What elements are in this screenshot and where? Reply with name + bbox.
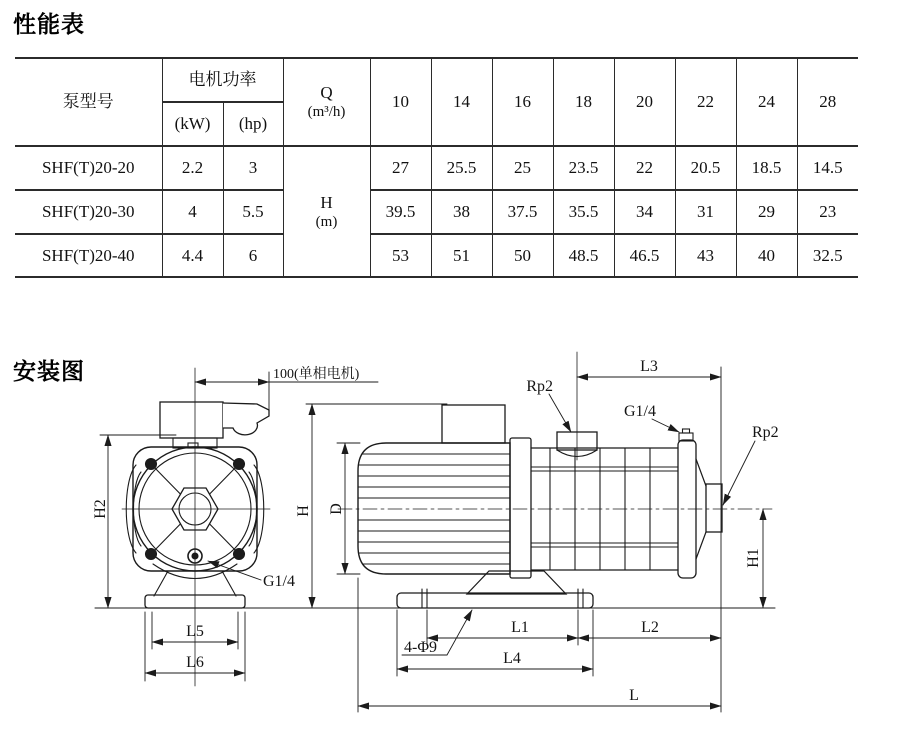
- td-head-value: 48.5: [553, 234, 614, 277]
- td-head-value: 14.5: [797, 146, 858, 190]
- td-head-value: 39.5: [370, 190, 431, 234]
- dim-label-rp2-top: Rp2: [526, 378, 553, 395]
- bolt-icon: [234, 459, 245, 470]
- td-kw: 4: [162, 190, 223, 234]
- th-kw: (kW): [162, 102, 223, 146]
- performance-table-title: 性能表: [13, 11, 85, 37]
- th-flow-value: 16: [492, 58, 553, 146]
- td-head-value: 38: [431, 190, 492, 234]
- dim-label-h2: H2: [92, 499, 109, 519]
- th-flow-value: 20: [614, 58, 675, 146]
- td-head-value: 18.5: [736, 146, 797, 190]
- td-head-value: 40: [736, 234, 797, 277]
- td-head-value: 25: [492, 146, 553, 190]
- dim-label-l6: L6: [186, 654, 204, 671]
- td-model: SHF(T)20-20: [15, 146, 162, 190]
- td-head-value: 53: [370, 234, 431, 277]
- terminal-box-side: [442, 405, 505, 443]
- th-flow-unit: (m³/h): [307, 104, 346, 121]
- dim-label-h: H: [295, 505, 312, 517]
- td-head-value: 37.5: [492, 190, 553, 234]
- td-head-value: 31: [675, 190, 736, 234]
- dim-label-l: L: [629, 687, 639, 704]
- td-head-value: 46.5: [614, 234, 675, 277]
- dim-label-l5: L5: [186, 623, 204, 640]
- td-head-value: 35.5: [553, 190, 614, 234]
- th-flow-value: 22: [675, 58, 736, 146]
- td-hp: 5.5: [223, 190, 283, 234]
- td-head-value: 43: [675, 234, 736, 277]
- td-head-value: 34: [614, 190, 675, 234]
- td-head-value: 27: [370, 146, 431, 190]
- dim-label-mounting-holes: 4-Φ9: [404, 639, 438, 656]
- bolt-icon: [146, 549, 157, 560]
- dim-label-g14-front: G1/4: [263, 573, 295, 590]
- dim-label-100-single-phase: 100(单相电机): [273, 367, 360, 382]
- dim-label-h1: H1: [745, 548, 762, 568]
- td-head-value: 50: [492, 234, 553, 277]
- td-kw: 4.4: [162, 234, 223, 277]
- terminal-box-front: [160, 402, 223, 438]
- side-view-drawing: [295, 352, 779, 712]
- td-hp: 3: [223, 146, 283, 190]
- dim-label-l3: L3: [640, 358, 658, 375]
- dim-label-rp2-right: Rp2: [752, 424, 779, 441]
- th-flow-value: 24: [736, 58, 797, 146]
- td-head-value: 25.5: [431, 146, 492, 190]
- dim-label-d: D: [328, 503, 345, 515]
- cable-spout: [223, 403, 269, 435]
- th-flow-value: 14: [431, 58, 492, 146]
- installation-drawing-title: 安装图: [13, 358, 85, 384]
- th-head-unit: (m): [315, 213, 338, 230]
- th-flow-symbol: Q: [320, 83, 333, 102]
- td-head-value: 29: [736, 190, 797, 234]
- motor-body: [358, 443, 510, 574]
- th-hp: (hp): [223, 102, 283, 146]
- dim-label-g14-side: G1/4: [624, 403, 656, 420]
- td-head-value: 51: [431, 234, 492, 277]
- th-flow-value: 10: [370, 58, 431, 146]
- td-head-value: 23: [797, 190, 858, 234]
- dim-label-l1: L1: [511, 619, 529, 636]
- bolt-icon: [234, 549, 245, 560]
- th-head-symbol: H: [320, 192, 333, 212]
- th-flow-value: 18: [553, 58, 614, 146]
- td-head-value: 23.5: [553, 146, 614, 190]
- td-model: SHF(T)20-40: [15, 234, 162, 277]
- td-kw: 2.2: [162, 146, 223, 190]
- td-head-value: 22: [614, 146, 675, 190]
- th-model: 泵型号: [15, 58, 162, 146]
- td-head-value: 20.5: [675, 146, 736, 190]
- td-head-value: 32.5: [797, 234, 858, 277]
- dim-label-l4: L4: [503, 650, 521, 667]
- dim-label-l2: L2: [641, 619, 659, 636]
- th-motor-power: 电机功率: [162, 58, 283, 102]
- td-hp: 6: [223, 234, 283, 277]
- th-flow-value: 28: [797, 58, 858, 146]
- front-view-drawing: [92, 365, 378, 686]
- bolt-icon: [146, 459, 157, 470]
- td-model: SHF(T)20-30: [15, 190, 162, 234]
